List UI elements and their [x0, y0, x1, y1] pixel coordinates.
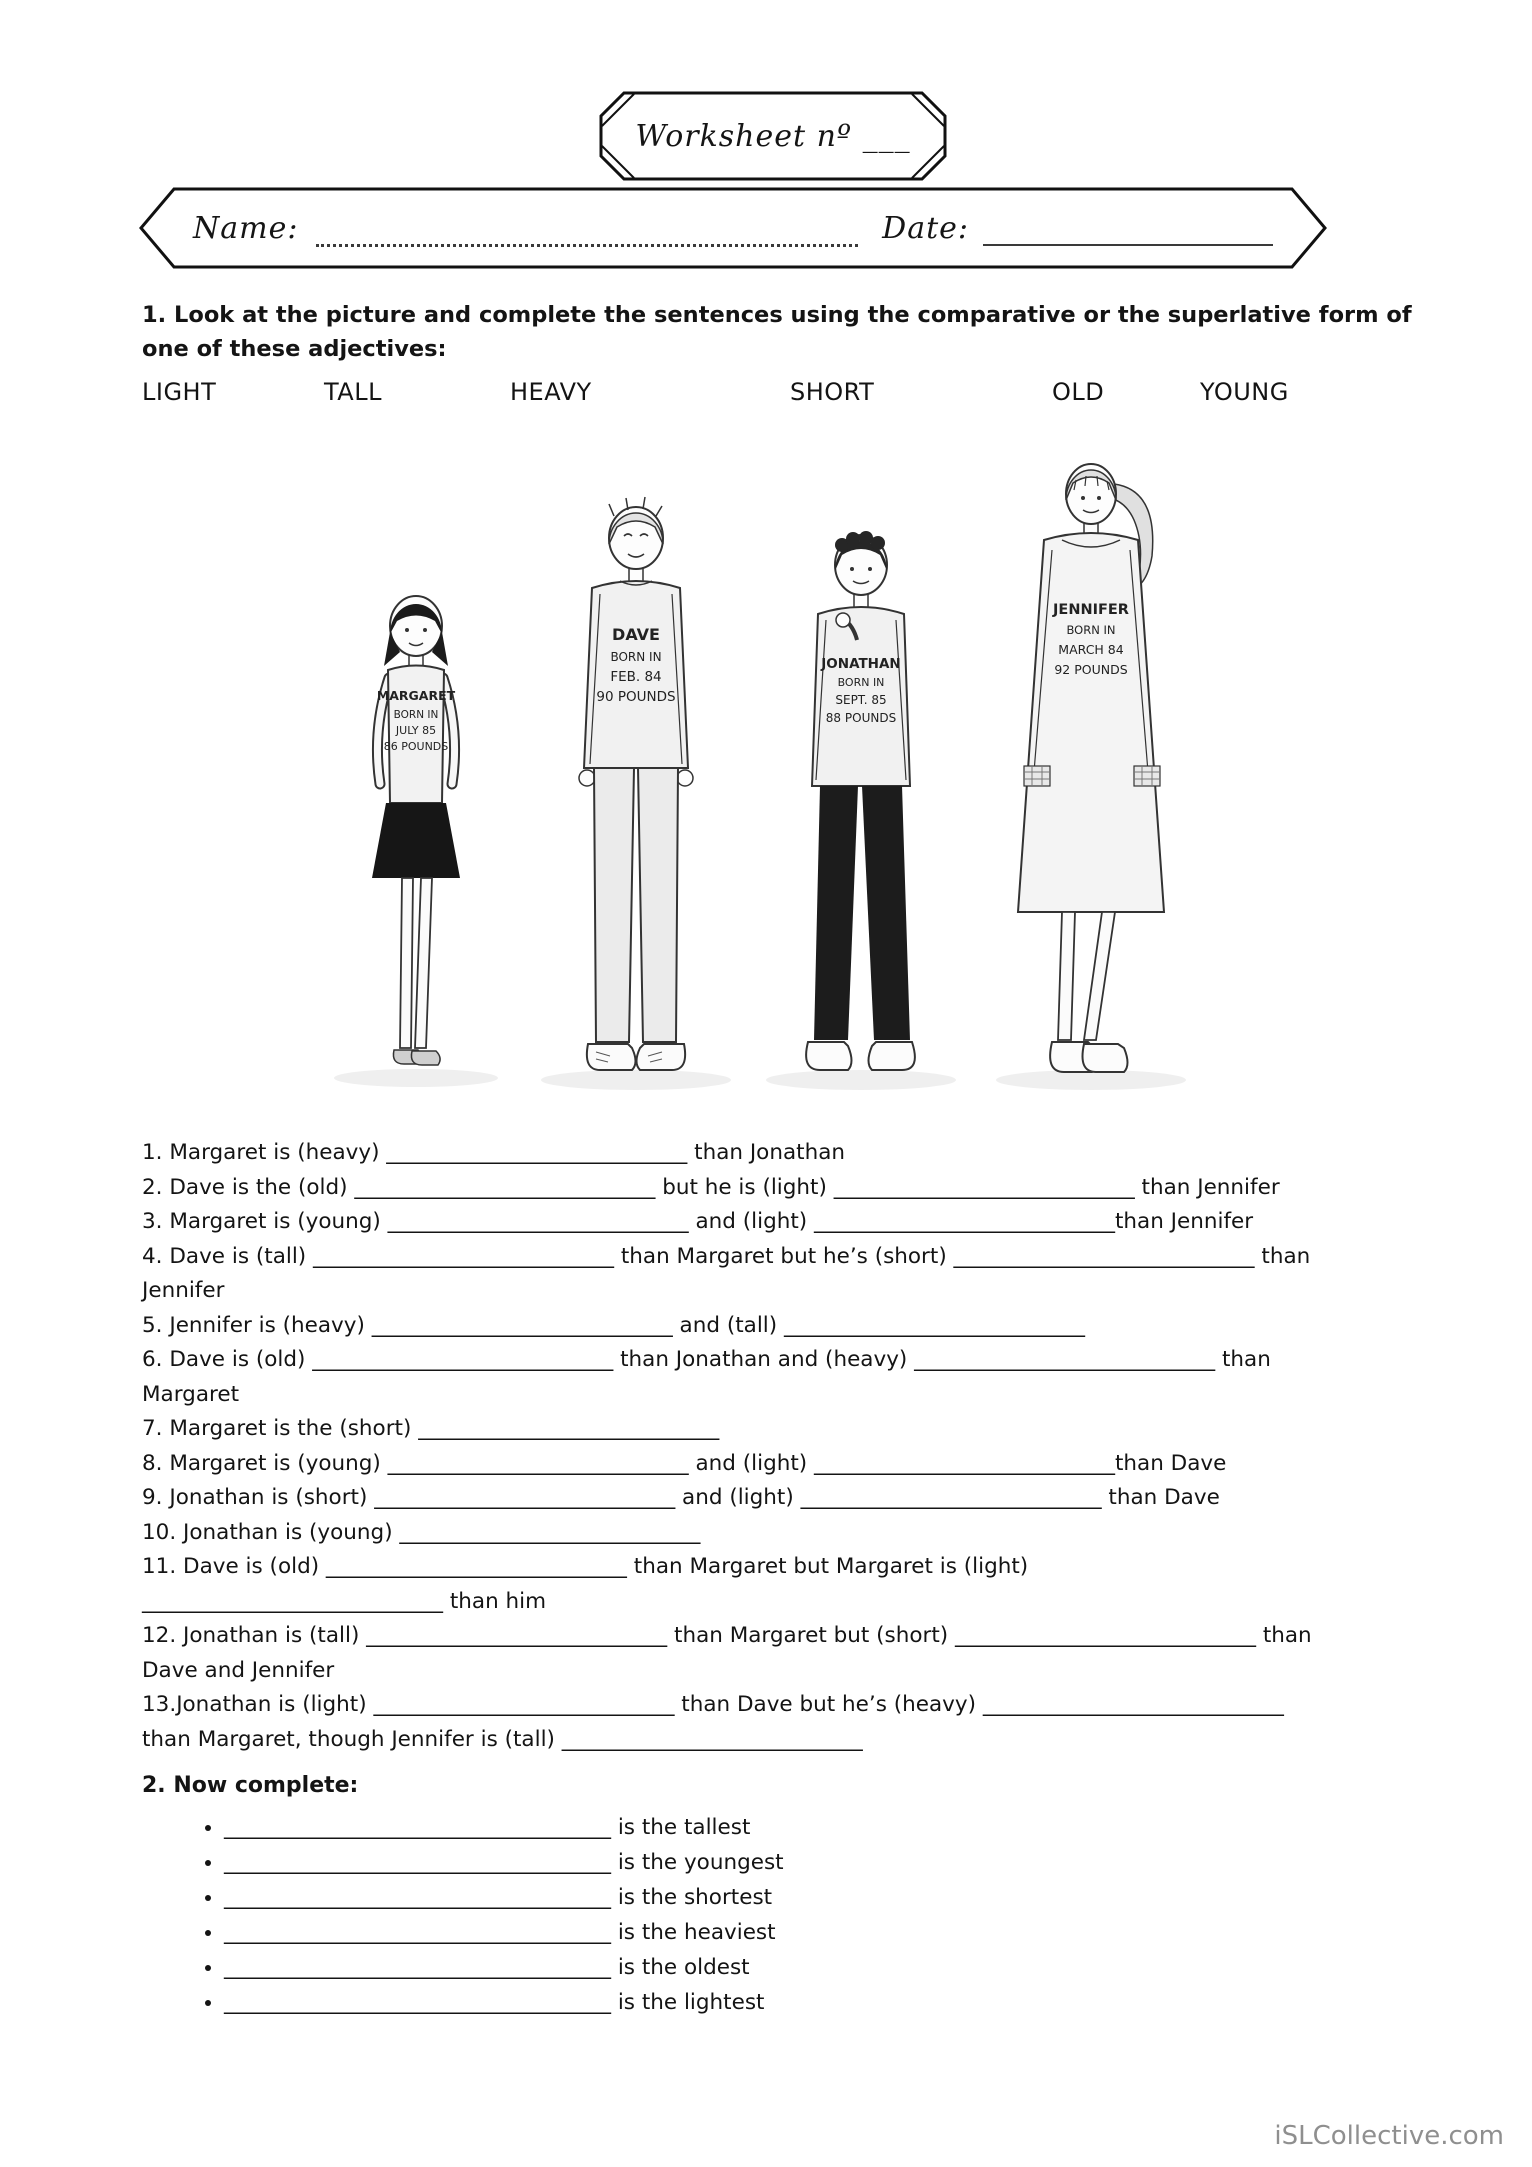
- sentence-13: 13.Jonathan is (light) ____________________________ than Dave but he’s (heavy) ____________________________ than Margaret, though Jennifer is (tall) ____________________________: [142, 1692, 1284, 1752]
- exercise-body: [142, 1136, 1332, 2020]
- margaret-born-label: BORN IN: [393, 709, 439, 721]
- dave-born-label: BORN IN: [610, 650, 662, 664]
- dave-name-label: DAVE: [612, 625, 660, 644]
- sentence-2: 2. Dave is the (old) ____________________________ but he is (light) ____________________________ than Jennifer: [142, 1174, 1280, 1200]
- sentence-1: 1. Margaret is (heavy) ____________________________ than Jonathan: [142, 1140, 845, 1165]
- now-complete-item-oldest: • ____________________________________ is the oldest: [224, 1950, 1332, 1985]
- sentence-11: 11. Dave is (old) ____________________________ than Margaret but Margaret is (light) ____________________________ than him: [142, 1554, 1029, 1614]
- adjective-word-bank: [142, 378, 1432, 406]
- name-date-banner: [138, 186, 1328, 270]
- adjective-tall: TALL: [324, 378, 382, 406]
- jonathan-name-label: JONATHAN: [821, 656, 901, 672]
- task1-instruction: 1. Look at the picture and complete the sentences using the comparative or the superlative form of one of these adjectives:: [142, 302, 1412, 362]
- jennifer-born-label: BORN IN: [1066, 623, 1116, 637]
- dave-weight-label: 90 POUNDS: [596, 689, 676, 705]
- figure-jennifer: [1018, 464, 1164, 1072]
- now-complete-item-heaviest: • ____________________________________ is the heaviest: [224, 1915, 1332, 1950]
- sentence-10: 10. Jonathan is (young) ____________________________: [142, 1519, 701, 1545]
- jonathan-born-label: BORN IN: [837, 676, 885, 689]
- jennifer-name-label: JENNIFER: [1053, 602, 1129, 618]
- sentence-9: 9. Jonathan is (short) ____________________________ and (light) ____________________________ than Dave: [142, 1485, 1220, 1510]
- figure-jonathan: [806, 531, 915, 1070]
- islcollective-watermark: iSLCollective.com: [1274, 2121, 1504, 2151]
- dave-date-label: FEB. 84: [610, 669, 662, 685]
- date-label: Date:: [882, 210, 969, 246]
- adjective-short: SHORT: [790, 378, 875, 406]
- margaret-weight-label: 86 POUNDS: [383, 740, 449, 753]
- name-label: Name:: [193, 210, 299, 246]
- jonathan-date-label: SEPT. 85: [835, 693, 887, 707]
- adjective-young: YOUNG: [1200, 378, 1289, 406]
- jennifer-date-label: MARCH 84: [1058, 642, 1124, 657]
- adjective-light: LIGHT: [142, 378, 217, 406]
- task2-title: 2. Now complete:: [142, 1773, 359, 1798]
- adjective-heavy: HEAVY: [510, 378, 592, 406]
- figure-dave: [579, 497, 693, 1070]
- now-complete-item-tallest: • ____________________________________ is the tallest: [224, 1810, 1332, 1845]
- now-complete-item-youngest: • ____________________________________ is the youngest: [224, 1845, 1332, 1880]
- worksheet-number-banner: [598, 90, 948, 182]
- jonathan-weight-label: 88 POUNDS: [825, 711, 897, 725]
- worksheet-title: Worksheet nº ___: [635, 118, 911, 154]
- sentence-8: 8. Margaret is (young) ____________________________ and (light) ____________________________than Dave: [142, 1450, 1227, 1476]
- sentence-6: 6. Dave is (old) ____________________________ than Jonathan and (heavy) ____________________________ than Margaret: [142, 1347, 1271, 1407]
- sentence-5: 5. Jennifer is (heavy) ____________________________ and (tall) ____________________________: [142, 1312, 1085, 1338]
- jennifer-weight-label: 92 POUNDS: [1054, 662, 1128, 677]
- sentence-3: 3. Margaret is (young) ____________________________ and (light) ____________________________than Jennifer: [142, 1209, 1254, 1234]
- task2-list: [200, 1810, 1332, 2020]
- date-blank-line: [983, 210, 1273, 246]
- figure-margaret: [372, 596, 460, 1065]
- children-illustration: [296, 428, 1216, 1118]
- adjective-old: OLD: [1052, 378, 1105, 406]
- name-blank-line: [316, 210, 858, 247]
- margaret-name-label: MARGARET: [376, 688, 456, 703]
- sentence-7: 7. Margaret is the (short) ____________________________: [142, 1416, 720, 1441]
- sentence-12: 12. Jonathan is (tall) ____________________________ than Margaret but (short) ____________________________ than Dave and Jennifer: [142, 1623, 1312, 1683]
- sentence-4: 4. Dave is (tall) ____________________________ than Margaret but he’s (short) ____________________________ than Jennifer: [142, 1243, 1311, 1303]
- margaret-date-label: JULY 85: [395, 724, 437, 737]
- now-complete-item-lightest: • ____________________________________ is the lightest: [224, 1985, 1332, 2020]
- now-complete-item-shortest: • ____________________________________ is the shortest: [224, 1880, 1332, 1915]
